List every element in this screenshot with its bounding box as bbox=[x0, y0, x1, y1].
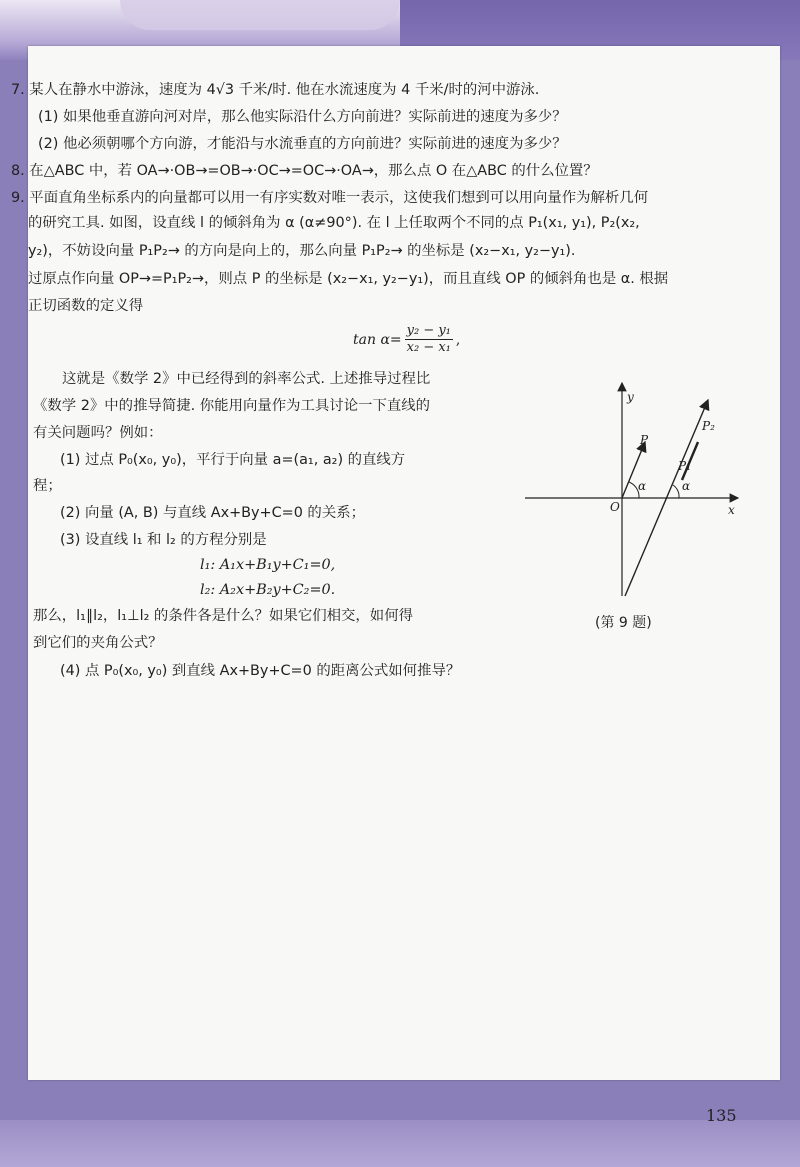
label-y: y bbox=[627, 390, 634, 404]
problem-9-line5: 正切函数的定义得 bbox=[28, 298, 144, 314]
formula-fraction bbox=[405, 323, 453, 356]
formula-tail: , bbox=[455, 331, 461, 348]
problem-9-line2: 的研究工具. 如图，设直线 l 的倾斜角为 α (α≠90°). 在 l 上任取两个不同的点 P₁(x₁, y₁), P₂(x₂, bbox=[28, 215, 640, 231]
formula-denominator: x₂ − x₁ bbox=[406, 340, 451, 355]
figure-caption: (第 9 题) bbox=[595, 615, 652, 631]
problem-7-q2: (2) 他必须朝哪个方向游，才能沿与水流垂直的方向前进？实际前进的速度为多少？ bbox=[38, 136, 567, 152]
problem-9-item2: (2) 向量 (A, B) 与直线 Ax+By+C=0 的关系； bbox=[60, 505, 365, 521]
problem-9-item4: (4) 点 P₀(x₀, y₀) 到直线 Ax+By+C=0 的距离公式如何推导？ bbox=[60, 663, 461, 679]
vector-line-figure bbox=[520, 378, 745, 608]
label-p1: P₁ bbox=[678, 459, 691, 473]
problem-7-q1: (1) 如果他垂直游向河对岸，那么他实际沿什么方向前进？实际前进的速度为多少？ bbox=[38, 109, 567, 125]
problem-9-line10: 到它们的夹角公式？ bbox=[33, 635, 163, 651]
label-alpha-l: α bbox=[682, 479, 691, 493]
problem-7-stem: 7. 某人在静水中游泳，速度为 4√3 千米/时. 他在水流速度为 4 千米/时的河中游泳. bbox=[11, 82, 540, 98]
problem-9-line8: 有关问题吗？例如： bbox=[33, 425, 163, 441]
equation-l2: l₂: A₂x+B₂y+C₂=0. bbox=[200, 582, 336, 598]
problem-9-line6: 这就是《数学 2》中已经得到的斜率公式. 上述推导过程比 bbox=[62, 371, 431, 387]
problem-9-item1b: 程； bbox=[33, 478, 62, 494]
angle-arc-l bbox=[673, 485, 679, 498]
problem-9-item1a: (1) 过点 P₀(x₀, y₀)，平行于向量 a=(a₁, a₂) 的直线方 bbox=[60, 452, 406, 468]
problem-9-line3: y₂)，不妨设向量 P₁P₂→ 的方向是向上的，那么向量 P₁P₂→ 的坐标是 (x₂−x₁, y₂−y₁). bbox=[28, 243, 576, 259]
problem-9-line1: 9. 平面直角坐标系内的向量都可以用一有序实数对唯一表示，这使我们想到可以用向量作为解析几何 bbox=[11, 190, 649, 206]
formula-lhs: tan α= bbox=[353, 331, 402, 348]
label-origin: O bbox=[610, 500, 620, 514]
problem-9-item3: (3) 设直线 l₁ 和 l₂ 的方程分别是 bbox=[60, 532, 267, 548]
problem-9-line9: 那么，l₁∥l₂，l₁⊥l₂ 的条件各是什么？如果它们相交，如何得 bbox=[33, 608, 413, 624]
page-number: 135 bbox=[706, 1106, 737, 1125]
problem-8-stem: 8. 在△ABC 中，若 OA→·OB→=OB→·OC→=OC→·OA→，那么点 O 在△ABC 的什么位置？ bbox=[11, 163, 598, 179]
problem-9-line4: 过原点作向量 OP→=P₁P₂→，则点 P 的坐标是 (x₂−x₁, y₂−y₁)，而且直线 OP 的倾斜角也是 α. 根据 bbox=[28, 271, 669, 287]
bottom-background bbox=[0, 1120, 800, 1167]
top-decoration bbox=[120, 0, 400, 30]
problem-9-line7: 《数学 2》中的推导简捷. 你能用向量作为工具讨论一下直线的 bbox=[33, 398, 431, 414]
slope-formula bbox=[353, 323, 460, 356]
equation-l1: l₁: A₁x+B₁y+C₁=0, bbox=[200, 557, 336, 573]
label-p2: P₂ bbox=[702, 419, 715, 433]
formula-numerator: y₂ − y₁ bbox=[406, 323, 451, 338]
label-x: x bbox=[728, 503, 735, 517]
label-p: P bbox=[640, 433, 649, 447]
label-alpha-op: α bbox=[638, 479, 647, 493]
